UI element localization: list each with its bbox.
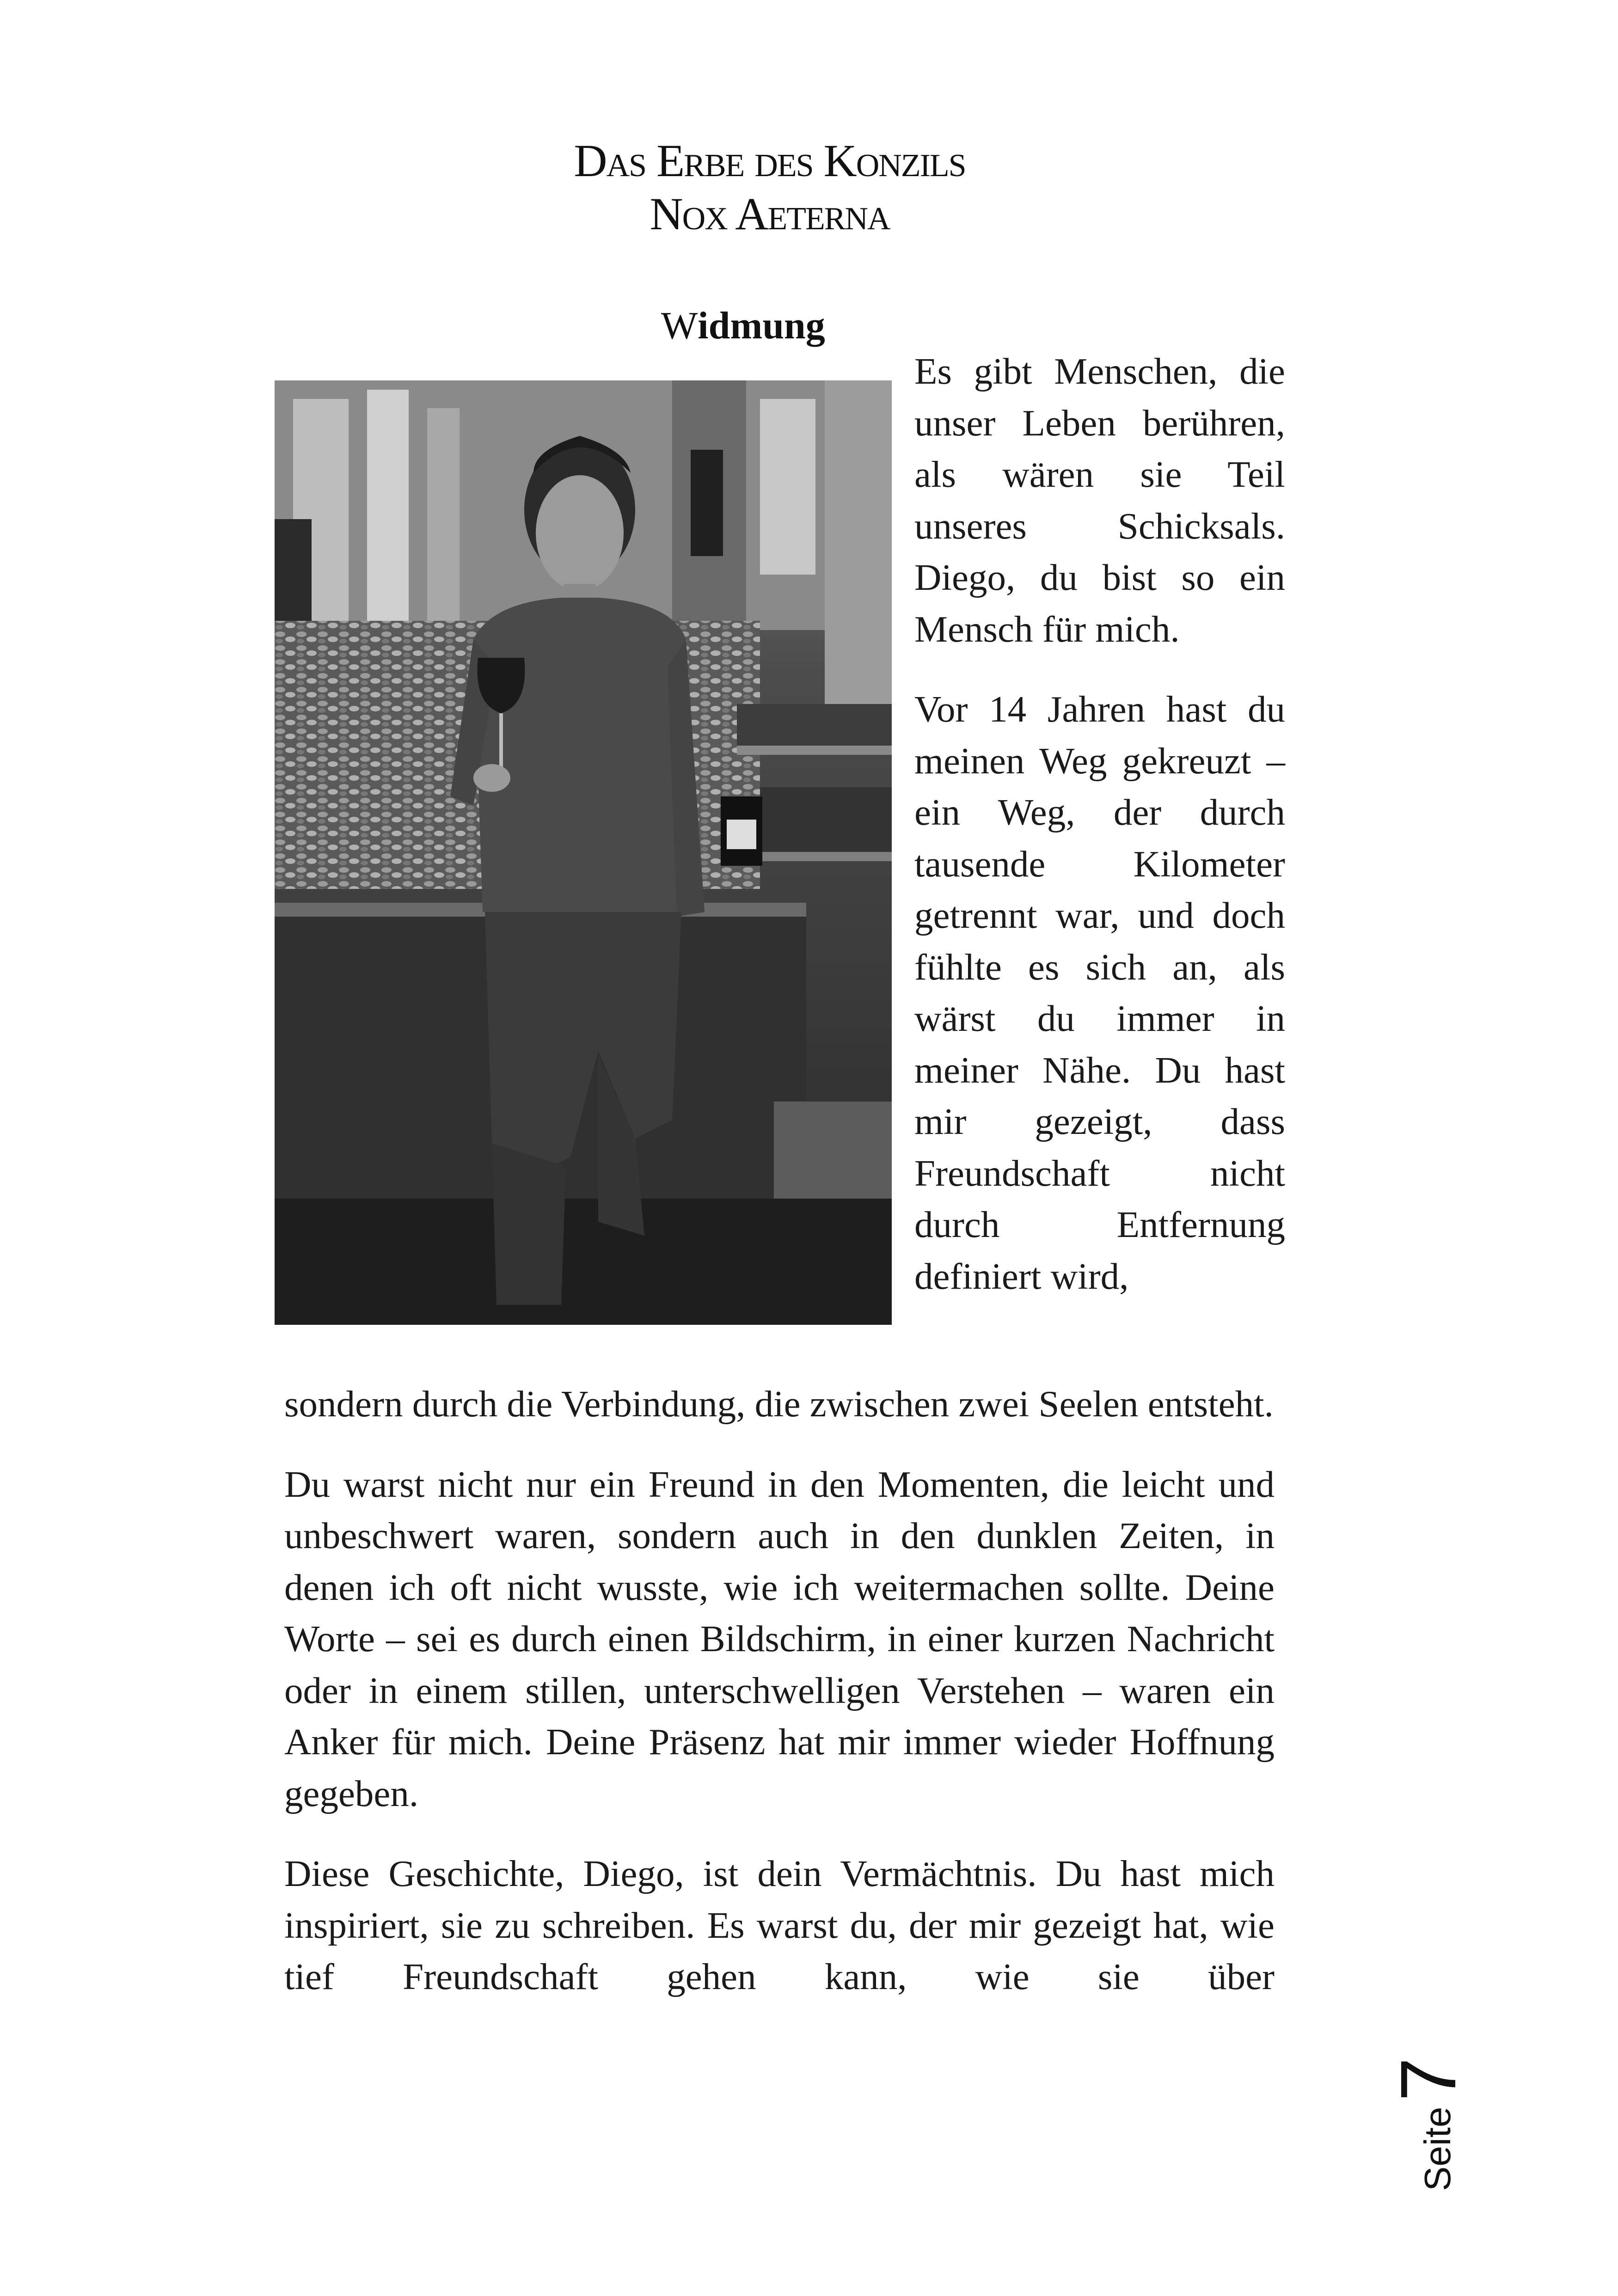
dedication-heading-rest: idmung xyxy=(698,304,825,347)
dedication-body xyxy=(284,1378,1275,2032)
side-paragraph-2: Vor 14 Jahren hast du meinen Weg gekreuzt – ein Weg, der durch tausende Kilometer getrennt war, und doch fühlte es sich an, als wärst du immer in meiner Nähe. Du hast mir gezeigt, dass Freundschaft nicht durch Entfernung definiert wird, xyxy=(914,688,1285,1297)
book-title: Das Erbe des Konzils xyxy=(574,135,966,186)
dedication-side-column xyxy=(914,346,1285,1331)
page-number xyxy=(1385,1932,1472,2191)
dedication-heading xyxy=(661,303,825,349)
book-subtitle: Nox Aeterna xyxy=(650,188,890,239)
page-label: Seite xyxy=(1417,2106,1458,2191)
page-number-value: 7 xyxy=(1385,2057,1472,2101)
body-paragraph-2: Du warst nicht nur ein Freund in den Momenten, die leicht und unbeschwert waren, sondern auch in den dunklen Zeiten, in denen ich oft nicht wusste, wie ich weitermachen sollte. Deine Worte – sei es durch einen Bildschirm, in einer kurzen Nachricht oder in einem stillen, unterschwelligen Verstehen – waren ein Anker für mich. Deine Präsenz hat mir immer wieder Hoffnung gegeben. xyxy=(284,1463,1275,1814)
body-paragraph-3: Diese Geschichte, Diego, ist dein Vermächtnis. Du hast mich inspiriert, sie zu schreiben. Es warst du, der mir gezeigt hat, wie tief Freundschaft gehen kann, wie sie über xyxy=(284,1853,1275,1997)
dedication-photo xyxy=(275,380,892,1325)
side-paragraph-1: Es gibt Menschen, die unser Leben berühren, als wären sie Teil unseres Schicksals. Diego, du bist so ein Mensch für mich. xyxy=(914,350,1285,650)
body-paragraph-1: sondern durch die Verbindung, die zwischen zwei Seelen entsteht. xyxy=(284,1383,1274,1425)
book-title-header xyxy=(0,134,1539,240)
dedication-heading-initial: W xyxy=(661,304,698,347)
